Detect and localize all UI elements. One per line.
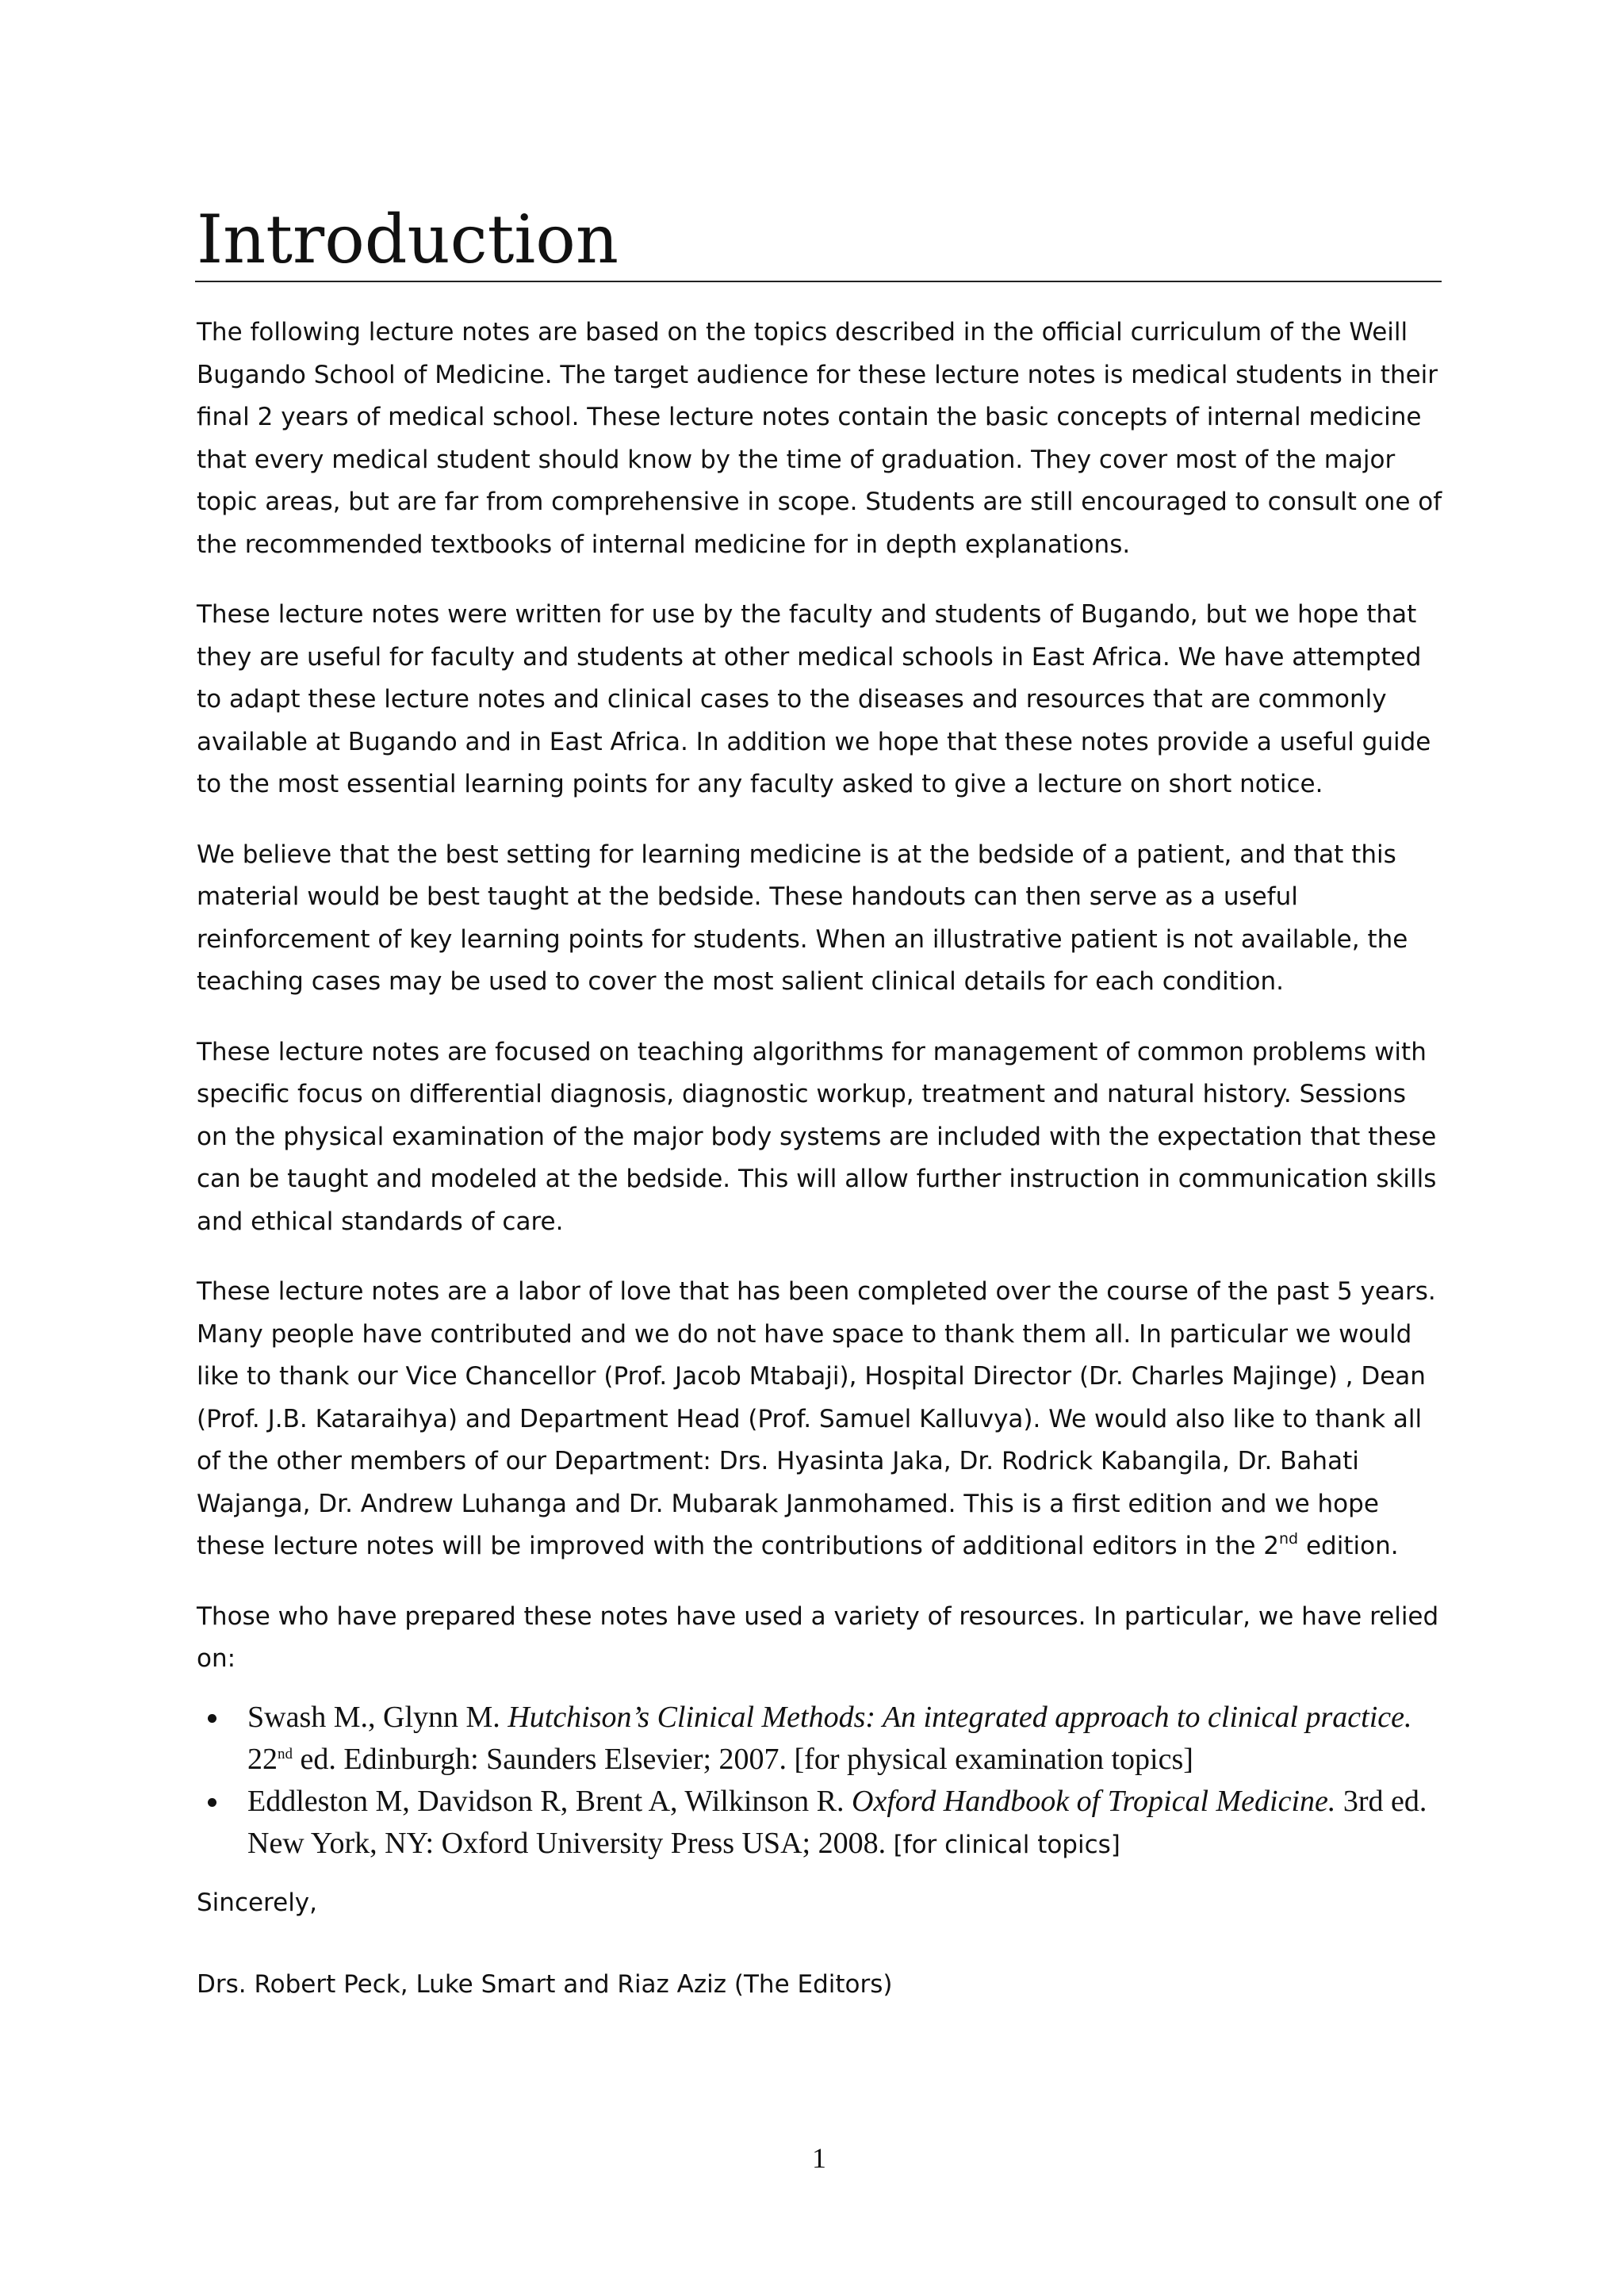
text-line: (Prof. J.B. Kataraihya) and Department Head (Prof. Samuel Kalluvya). We would also like to thank all	[197, 1404, 1423, 1433]
text-line: and ethical standards of care.	[197, 1207, 564, 1236]
paragraph-resources	[197, 1596, 1442, 1681]
paragraph-acknowledgements	[197, 1271, 1442, 1568]
text-line: Those who have prepared these notes have used a variety of resources. In particular, we have relied	[197, 1601, 1439, 1631]
page-number: 1	[812, 2142, 826, 2174]
text-line	[197, 1525, 1442, 1568]
text-line: teaching cases may be used to cover the most salient clinical details for each condition.	[197, 967, 1284, 996]
text-line: We believe that the best setting for learning medicine is at the bedside of a patient, and that this	[197, 840, 1396, 869]
text-line: These lecture notes are focused on teaching algorithms for management of common problems with	[197, 1037, 1427, 1066]
text-line: available at Bugando and in East Africa. In addition we hope that these notes provide a useful guide	[197, 727, 1431, 756]
reference-title: Oxford Handbook of Tropical Medicine.	[852, 1784, 1336, 1818]
reference-details: ed. Edinburgh: Saunders Elsevier; 2007. [for physical examination topics]	[293, 1742, 1193, 1776]
text-line: that every medical student should know by the time of graduation. They cover most of the major	[197, 445, 1396, 474]
text-line: to adapt these lecture notes and clinical cases to the diseases and resources that are commonly	[197, 685, 1387, 714]
reference-note: [for clinical topics]	[893, 1830, 1120, 1859]
editors-signature: Drs. Robert Peck, Luke Smart and Riaz Aziz (The Editors)	[197, 1970, 893, 1999]
paragraph-bedside	[197, 834, 1442, 1004]
text-line: specific focus on differential diagnosis, diagnostic workup, treatment and natural history. Sessions	[197, 1080, 1406, 1108]
text-run: these lecture notes will be improved with the contributions of additional editors in the 2	[197, 1532, 1280, 1560]
text-line: These lecture notes were written for use by the faculty and students of Bugando, but we hope that	[197, 600, 1417, 629]
text-line: Bugando School of Medicine. The target audience for these lecture notes is medical students in their	[197, 360, 1438, 389]
text-line: material would be best taught at the bedside. These handouts can then serve as a useful	[197, 882, 1298, 911]
text-line: they are useful for faculty and students at other medical schools in East Africa. We have attempted	[197, 642, 1422, 672]
document-body	[197, 312, 1442, 2034]
closing-salutation: Sincerely,	[197, 1888, 318, 1917]
text-line: These lecture notes are a labor of love that has been completed over the course of the past 5 years.	[197, 1277, 1436, 1306]
text-line: like to thank our Vice Chancellor (Prof. Jacob Mtabaji), Hospital Director (Dr. Charles Majinge) , Dean	[197, 1362, 1426, 1391]
superscript: nd	[1279, 1530, 1299, 1548]
page-title: Introduction	[197, 201, 619, 278]
reference-title: Hutchison’s Clinical Methods: An integrated approach to clinical practice.	[508, 1700, 1412, 1734]
text-line: on:	[197, 1644, 236, 1673]
reference-line	[247, 1781, 1442, 1823]
reference-list	[197, 1697, 1442, 1866]
paragraph-curriculum	[197, 312, 1442, 566]
text-run: edition.	[1298, 1532, 1399, 1560]
reference-line	[247, 1697, 1442, 1739]
text-line: the recommended textbooks of internal medicine for in depth explanations.	[197, 530, 1131, 559]
reference-item	[197, 1781, 1442, 1866]
superscript: nd	[278, 1745, 293, 1762]
reference-authors: Swash M., Glynn M.	[247, 1700, 508, 1734]
text-line: on the physical examination of the major body systems are included with the expectation that these	[197, 1122, 1437, 1151]
reference-edition: 22	[247, 1742, 278, 1776]
bullet-icon	[208, 1714, 216, 1723]
document-page	[197, 0, 1442, 2296]
reference-authors: Eddleston M, Davidson R, Brent A, Wilkinson R.	[247, 1784, 852, 1818]
text-line: Many people have contributed and we do not have space to thank them all. In particular we would	[197, 1319, 1412, 1349]
reference-line	[247, 1739, 1442, 1781]
paragraph-algorithms	[197, 1031, 1442, 1244]
text-line: can be taught and modeled at the bedside. This will allow further instruction in communication skills	[197, 1165, 1437, 1193]
reference-details: New York, NY: Oxford University Press USA; 2008.	[247, 1826, 894, 1860]
text-line: reinforcement of key learning points for students. When an illustrative patient is not available, the	[197, 924, 1408, 954]
text-line: of the other members of our Department: Drs. Hyasinta Jaka, Dr. Rodrick Kabangila, Dr. Bahati	[197, 1447, 1359, 1475]
text-line: Wajanga, Dr. Andrew Luhanga and Dr. Mubarak Janmohamed. This is a first edition and we hope	[197, 1489, 1379, 1518]
reference-edition: 3rd ed.	[1335, 1784, 1427, 1818]
reference-item	[197, 1697, 1442, 1781]
text-line: The following lecture notes are based on the topics described in the official curriculum of the Weill	[197, 318, 1408, 346]
paragraph-audience	[197, 594, 1442, 806]
text-line: final 2 years of medical school. These lecture notes contain the basic concepts of internal medicine	[197, 403, 1422, 431]
title-underline	[195, 281, 1442, 282]
text-line: to the most essential learning points for any faculty asked to give a lecture on short notice.	[197, 770, 1323, 798]
reference-line	[247, 1823, 1442, 1866]
bullet-icon	[208, 1798, 216, 1807]
text-line: topic areas, but are far from comprehensive in scope. Students are still encouraged to consult one of	[197, 488, 1442, 516]
